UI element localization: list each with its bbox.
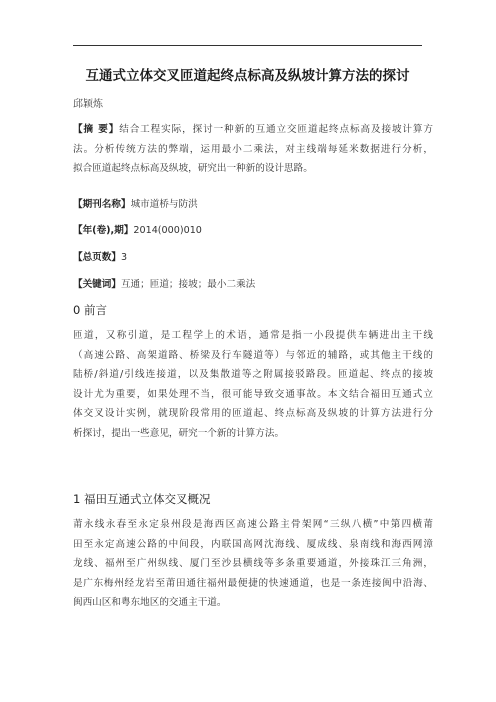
meta-pages (73, 249, 127, 263)
paper-title: 互通式立体交叉匝道起终点标高及纵坡计算方法的探讨 (85, 68, 410, 84)
paragraph-line: （高速公路、高架道路、桥梁及行车隧道等）与邻近的辅路，或其他主干线的 (73, 349, 433, 361)
paragraph-line: 闽西山区和粤东地区的交通主干道。 (73, 597, 227, 608)
header-rule (73, 45, 422, 46)
paragraph-line: 田至永定高速公路的中间段，内联国高网沈海线、厦成线、泉南线和海西网漳 (73, 538, 433, 550)
paragraph-line: 陆桥/斜道/引线连接道，以及集散道等之附属接驳路段。匝道起、终点的接坡 (73, 369, 433, 380)
abstract-line: 拟合匝道起终点标高及纵坡，研究出一种新的设计思路。 (73, 163, 313, 174)
meta-label: 【年(卷),期】 (73, 225, 134, 236)
paragraph-line: 析探讨，提出一些意见，研究一个新的计算方法。 (73, 427, 285, 439)
paragraph-line: 设计尤为重要，如果处理不当，很可能导致交通事故。本文结合福田互通式立 (73, 388, 433, 400)
meta-value: 3 (120, 252, 128, 263)
paper-author: 邱颖炼 (73, 99, 103, 110)
meta-volume-issue (73, 222, 202, 236)
abstract-line-text: 结合工程实际，探讨一种新的互通立交匝道起终点标高及接坡计算方 (119, 124, 434, 135)
section-paragraph (73, 326, 433, 443)
paragraph-line: 匝道，又称引道，是工程学上的术语，通常是指一小段提供车辆进出主干线 (73, 330, 433, 341)
meta-label: 【总页数】 (73, 252, 121, 263)
paragraph-line: 是广东梅州经龙岩至莆田通往福州最便捷的快速通道，也是一条连接闽中沿海、 (73, 577, 433, 589)
section-heading: 1 福田互通式立体交叉概况 (73, 492, 211, 506)
paragraph-line: 体交叉设计实例，就现阶段常用的匝道起、终点标高及纵坡的计算方法进行分 (73, 408, 433, 419)
abstract-line (73, 120, 433, 140)
section-heading: 0 前言 (73, 303, 107, 317)
abstract-label: 【摘 要】 (73, 124, 120, 135)
meta-label: 【关键词】 (73, 279, 121, 290)
abstract-line: 法。分析传统方法的弊端，运用最小二乘法，对主线端每延米数据进行分析， (73, 143, 433, 155)
meta-value: 城市道桥与防洪 (130, 199, 198, 210)
meta-value: 互通；匝道；接坡；最小二乘法 (120, 279, 256, 290)
section-paragraph (73, 515, 433, 613)
paragraph-line: 莆永线永春至永定泉州段是海西区高速公路主骨架网“三纵八横”中第四横莆 (73, 519, 433, 530)
paragraph-line: 龙线、福州至广州纵线、厦门至沙县横线等多条重要通道，外接珠江三角洲， (73, 558, 433, 569)
abstract (73, 120, 433, 179)
meta-keywords (73, 276, 255, 290)
meta-label: 【期刊名称】 (73, 199, 131, 210)
meta-journal (73, 196, 198, 210)
meta-value: 2014(000)010 (133, 225, 202, 236)
